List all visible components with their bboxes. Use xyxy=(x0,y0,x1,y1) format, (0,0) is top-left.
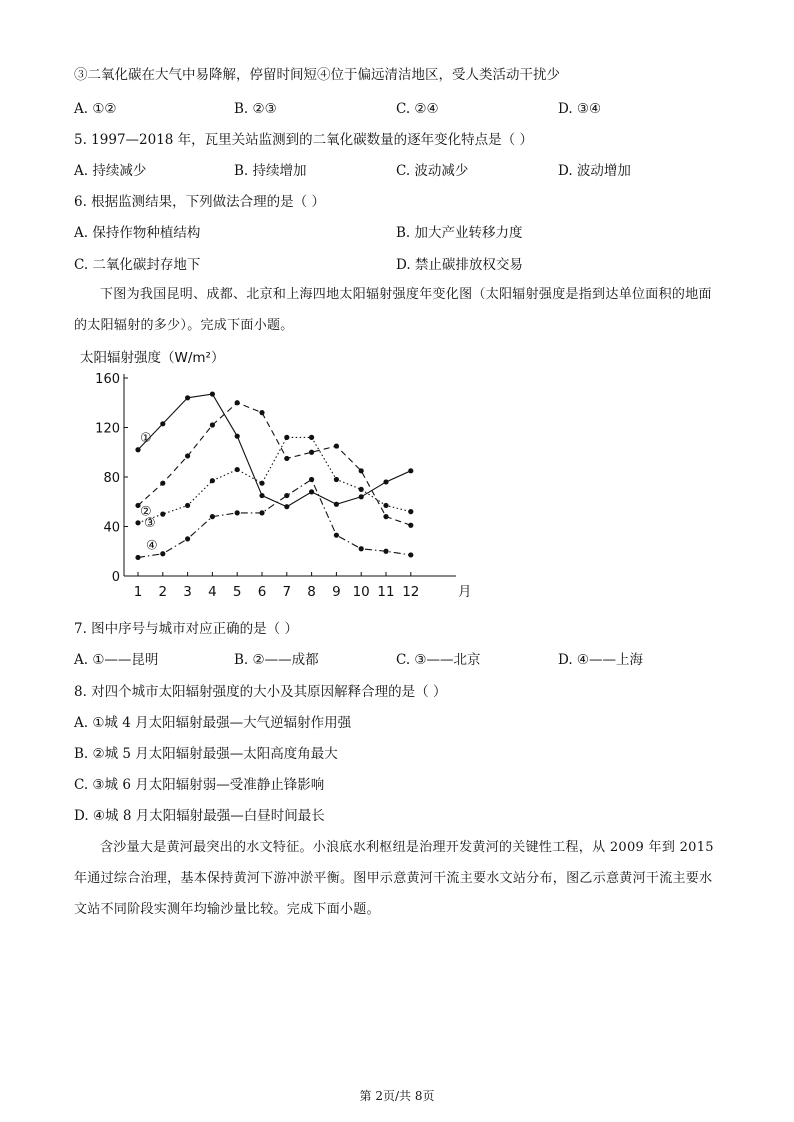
series-2-point-5 xyxy=(235,400,240,405)
x-tick-label-1: 1 xyxy=(133,584,143,600)
series-1-point-11 xyxy=(383,479,388,484)
q8-option-c[interactable]: C. ③城 6 月太阳辐射弱—受准静止锋影响 xyxy=(74,777,325,793)
q7-option-a[interactable]: A. ①——昆明 xyxy=(74,652,159,668)
q6-option-d[interactable]: D. 禁止碳排放权交易 xyxy=(396,257,523,273)
q8-option-d[interactable]: D. ④城 8 月太阳辐射最强—白昼时间最长 xyxy=(74,808,325,824)
x-tick-label-2: 2 xyxy=(158,584,168,600)
y-tick-label-160: 160 xyxy=(95,372,120,387)
series-2-point-6 xyxy=(259,410,264,415)
series-1-point-4 xyxy=(210,391,215,396)
q8-option-a[interactable]: A. ①城 4 月太阳辐射最强—大气逆辐射作用强 xyxy=(74,715,352,731)
series-3-point-5 xyxy=(235,467,240,472)
q7-option-d[interactable]: D. ④——上海 xyxy=(558,652,644,668)
series-2-point-9 xyxy=(334,443,339,448)
q4-option-d[interactable]: D. ③④ xyxy=(558,101,602,117)
series-1-point-9 xyxy=(334,502,339,507)
series-3-point-1 xyxy=(135,520,140,525)
series-2-point-8 xyxy=(309,450,314,455)
q4-option-a[interactable]: A. ①② xyxy=(74,101,117,117)
q7-stem: 7. 图中序号与城市对应正确的是（ ） xyxy=(74,621,298,637)
series-3-point-9 xyxy=(334,477,339,482)
radiation-intro-text: 下图为我国昆明、成都、北京和上海四地太阳辐射强度年变化图（太阳辐射强度是指到达单位面积的地面的太阳辐射的多少）。完成下面小题。 xyxy=(74,287,712,333)
series-4-point-10 xyxy=(359,546,364,551)
series-3-point-7 xyxy=(284,435,289,440)
x-tick-label-12: 12 xyxy=(402,584,420,600)
series-2-point-7 xyxy=(284,456,289,461)
x-tick-label-3: 3 xyxy=(183,584,192,600)
y-tick-label-40: 40 xyxy=(103,520,120,536)
q7-option-b[interactable]: B. ②——成都 xyxy=(234,652,319,668)
series-4-point-3 xyxy=(185,536,190,541)
series-label-1: ① xyxy=(140,430,152,446)
q5-option-d[interactable]: D. 波动增加 xyxy=(558,163,631,179)
series-label-4: ④ xyxy=(146,538,158,554)
series-2-point-10 xyxy=(359,468,364,473)
series-1-point-12 xyxy=(408,468,413,473)
series-1-point-5 xyxy=(235,434,240,439)
series-4-point-11 xyxy=(383,549,388,554)
series-2-point-3 xyxy=(185,453,190,458)
series-2-point-11 xyxy=(383,514,388,519)
series-3-point-8 xyxy=(309,435,314,440)
series-3-point-12 xyxy=(408,509,413,514)
q6-option-b[interactable]: B. 加大产业转移力度 xyxy=(396,225,523,241)
q5-option-a[interactable]: A. 持续减少 xyxy=(74,163,147,179)
series-line-3 xyxy=(138,437,411,522)
q6-stem: 6. 根据监测结果，下列做法合理的是（ ） xyxy=(74,194,325,210)
series-2-point-4 xyxy=(210,422,215,427)
series-label-3: ③ xyxy=(144,515,156,531)
y-tick-label-120: 120 xyxy=(95,421,120,437)
series-4-point-1 xyxy=(135,555,140,560)
q4-option-c[interactable]: C. ②④ xyxy=(396,101,439,117)
series-3-point-11 xyxy=(383,503,388,508)
series-4-point-12 xyxy=(408,552,413,557)
series-4-point-7 xyxy=(284,493,289,498)
series-4-point-2 xyxy=(160,551,165,556)
q8-stem: 8. 对四个城市太阳辐射强度的大小及其原因解释合理的是（ ） xyxy=(74,684,447,700)
x-tick-label-10: 10 xyxy=(352,584,370,600)
river-intro-text: 含沙量大是黄河最突出的水文特征。小浪底水利枢纽是治理开发黄河的关键性工程，从 2009 年到 2015 年通过综合治理，基本保持黄河下游冲淤平衡。图甲示意黄河干流主要水文站分布，图乙示意黄河干流主要水文站不同阶段实测年均输沙量比较。完成下面小题。 xyxy=(74,840,714,917)
q5-option-c[interactable]: C. 波动减少 xyxy=(396,163,469,179)
series-4-point-5 xyxy=(235,510,240,515)
radiation-intro xyxy=(74,279,724,341)
series-4-point-8 xyxy=(309,477,314,482)
series-3-point-2 xyxy=(160,512,165,517)
series-3-point-4 xyxy=(210,478,215,483)
q7-option-c[interactable]: C. ③——北京 xyxy=(396,652,481,668)
series-label-2: ② xyxy=(140,504,152,520)
series-line-2 xyxy=(138,403,411,526)
x-tick-label-7: 7 xyxy=(282,584,292,600)
q5-option-b[interactable]: B. 持续增加 xyxy=(234,163,307,179)
series-2-point-12 xyxy=(408,523,413,528)
series-4-point-4 xyxy=(210,514,215,519)
series-1-point-7 xyxy=(284,504,289,509)
x-tick-label-4: 4 xyxy=(208,584,217,600)
series-3-point-3 xyxy=(185,503,190,508)
x-axis-label: 月 xyxy=(458,584,472,600)
series-4-point-6 xyxy=(259,510,264,515)
river-intro xyxy=(74,832,724,925)
q4-option-b[interactable]: B. ②③ xyxy=(234,101,277,117)
page-footer: 第 2页/共 8页 xyxy=(359,1089,435,1103)
series-3-point-6 xyxy=(259,481,264,486)
chart-title: 太阳辐射强度（W/m²） xyxy=(80,350,225,366)
y-tick-label-0: 0 xyxy=(111,570,120,585)
y-tick-label-80: 80 xyxy=(103,471,120,486)
radiation-line-chart xyxy=(70,344,490,606)
series-4-point-9 xyxy=(334,533,339,538)
series-1-point-3 xyxy=(185,395,190,400)
x-tick-label-9: 9 xyxy=(332,584,341,600)
series-2-point-2 xyxy=(160,481,165,486)
q6-option-a[interactable]: A. 保持作物种植结构 xyxy=(74,225,201,241)
series-1-point-1 xyxy=(135,447,140,452)
series-1-point-6 xyxy=(259,493,264,498)
q5-stem: 5. 1997—2018 年，瓦里关站监测到的二氧化碳数量的逐年变化特点是（ ） xyxy=(74,132,533,148)
series-line-1 xyxy=(138,394,411,507)
x-tick-label-8: 8 xyxy=(307,584,316,600)
q6-option-c[interactable]: C. 二氧化碳封存地下 xyxy=(74,257,201,273)
series-3-point-10 xyxy=(359,487,364,492)
series-1-point-10 xyxy=(359,494,364,499)
series-1-point-8 xyxy=(309,489,314,494)
series-1-point-2 xyxy=(160,421,165,426)
q8-option-b[interactable]: B. ②城 5 月太阳辐射最强—太阳高度角最大 xyxy=(74,746,338,762)
x-tick-label-6: 6 xyxy=(257,584,267,600)
x-tick-label-5: 5 xyxy=(232,584,242,600)
q4-statements: ③二氧化碳在大气中易降解，停留时间短④位于偏远清洁地区，受人类活动干扰少 xyxy=(74,67,560,83)
x-tick-label-11: 11 xyxy=(377,584,395,600)
